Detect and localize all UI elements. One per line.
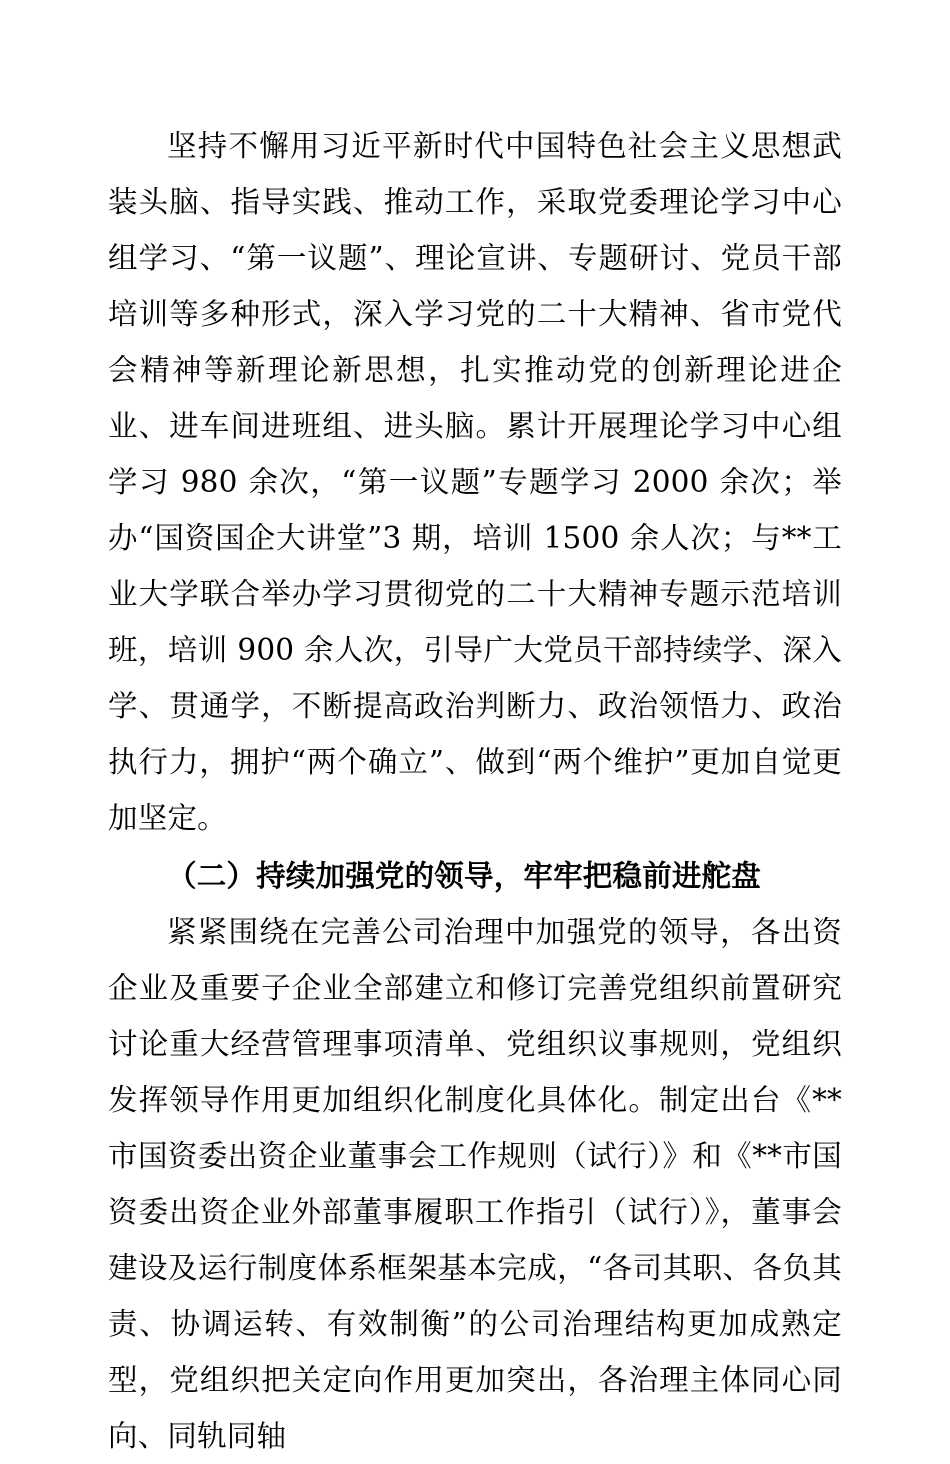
document-body bbox=[108, 118, 842, 1464]
paragraph-corporate-governance: 紧紧围绕在完善公司治理中加强党的领导，各出资企业及重要子企业全部建立和修订完善党组织前置研究讨论重大经营管理事项清单、党组织议事规则，党组织发挥领导作用更加组织化制度化具体化。制定出台《**市国资委出资企业董事会工作规则（试行）》和《**市国资委出资企业外部董事履职工作指引（试行）》，董事会建设及运行制度体系框架基本完成，“各司其职、各负其责、协调运转、有效制衡”的公司治理结构更加成熟定型，党组织把关定向作用更加突出，各治理主体同心同向、同轨同轴 bbox=[108, 915, 842, 1453]
paragraph-theory-study: 坚持不懈用习近平新时代中国特色社会主义思想武装头脑、指导实践、推动工作，采取党委理论学习中心组学习、“第一议题”、理论宣讲、专题研讨、党员干部培训等多种形式，深入学习党的二十大精神、省市党代会精神等新理论新思想，扎实推动党的创新理论进企业、进车间进班组、进头脑。累计开展理论学习中心组学习 980 余次，“第一议题”专题学习 2000 余次；举办“国资国企大讲堂”3 期，培训 1500 余人次；与**工业大学联合举办学习贯彻党的二十大精神专题示范培训班，培训 900 余人次，引导广大党员干部持续学、深入学、贯通学，不断提高政治判断力、政治领悟力、政治执行力，拥护“两个确立”、做到“两个维护”更加自觉更加坚定。 bbox=[108, 129, 842, 835]
section-heading-two: （二）持续加强党的领导，牢牢把稳前进舵盘 bbox=[167, 858, 762, 893]
